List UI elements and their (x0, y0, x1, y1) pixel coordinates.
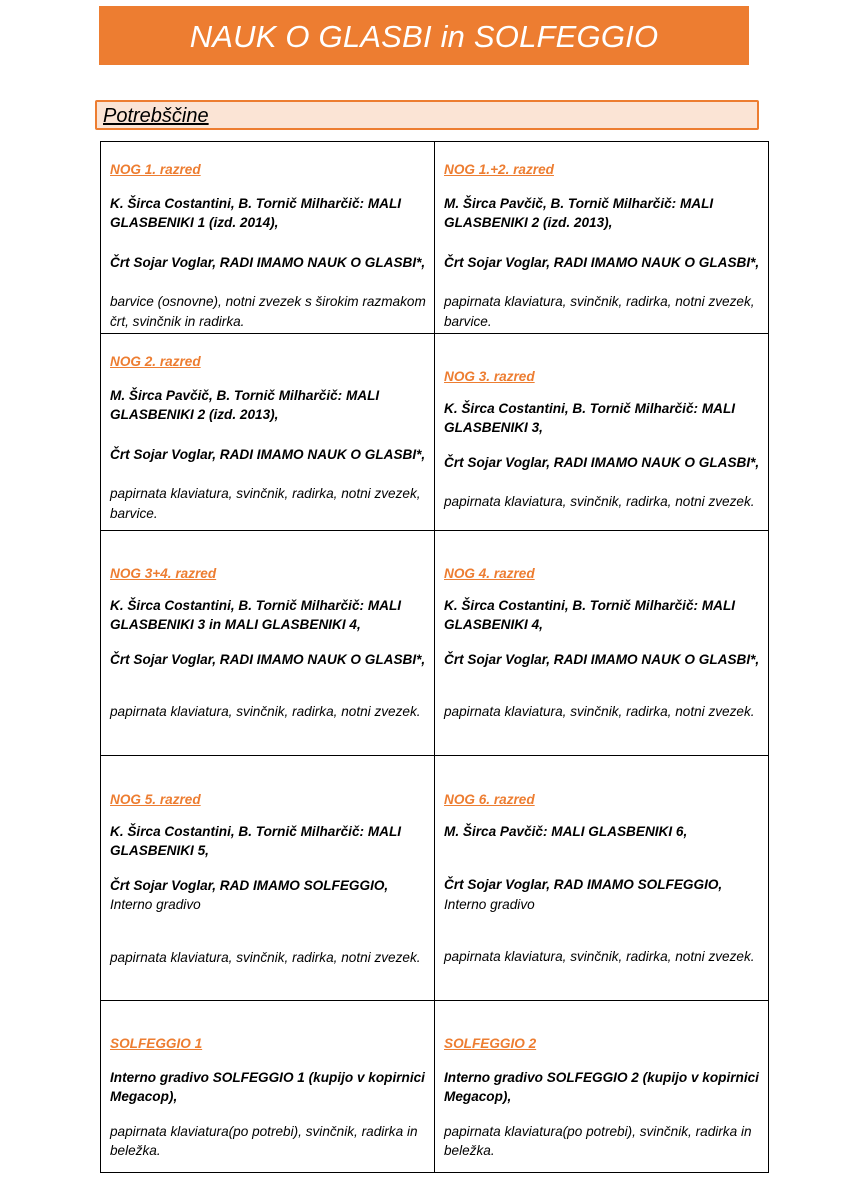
cell-extra: Interno gradivo (444, 896, 535, 912)
cell-heading: NOG 3+4. razred (110, 566, 217, 581)
cell-heading: NOG 6. razred (444, 792, 535, 807)
table-row (101, 334, 769, 531)
table-cell (435, 756, 769, 1001)
table-cell (101, 531, 435, 756)
cell-supplies: papirnata klaviatura(po potrebi), svinčnik, radirka in beležka. (444, 1123, 752, 1158)
section-header (95, 100, 759, 130)
cell-book: Črt Sojar Voglar, RADI IMAMO NAUK O GLASBI*, (110, 254, 426, 270)
table-row (101, 531, 769, 756)
table-row (101, 142, 769, 334)
cell-book: Črt Sojar Voglar, RADI IMAMO NAUK O GLASBI*, (110, 446, 426, 462)
cell-supplies: papirnata klaviatura(po potrebi), svinčnik, radirka in beležka. (110, 1123, 418, 1158)
page-title: NAUK O GLASBI in SOLFEGGIO (99, 6, 749, 65)
cell-book: Interno gradivo SOLFEGGIO 2 (kupijo v kopirnici Megacop), (444, 1069, 759, 1104)
cell-book: Črt Sojar Voglar, RADI IMAMO NAUK O GLASBI*, (444, 651, 760, 667)
table-cell (435, 142, 769, 334)
cell-book: Črt Sojar Voglar, RAD IMAMO SOLFEGGIO, (444, 877, 723, 892)
cell-heading: NOG 4. razred (444, 566, 535, 581)
cell-heading: NOG 5. razred (110, 792, 201, 807)
cell-supplies: papirnata klaviatura, svinčnik, radirka, notni zvezek. (444, 949, 755, 964)
cell-supplies: papirnata klaviatura, svinčnik, radirka, notni zvezek. (444, 494, 755, 509)
table-cell (101, 334, 435, 531)
table-cell (435, 531, 769, 756)
cell-supplies: papirnata klaviatura, svinčnik, radirka, notni zvezek. (444, 704, 755, 719)
table-cell (101, 1001, 435, 1173)
supplies-table (100, 141, 769, 1173)
cell-heading: NOG 3. razred (444, 369, 535, 384)
cell-extra: Interno gradivo (110, 897, 201, 912)
table-row (101, 1001, 769, 1173)
cell-heading: SOLFEGGIO 2 (444, 1036, 537, 1051)
cell-book: Črt Sojar Voglar, RADI IMAMO NAUK O GLASBI*, (444, 254, 760, 270)
cell-book: K. Širca Costantini, B. Tornič Milharčič: MALI GLASBENIKI 3, (444, 400, 736, 435)
table-cell (101, 756, 435, 1001)
cell-book: Interno gradivo SOLFEGGIO 1 (kupijo v kopirnici Megacop), (110, 1069, 425, 1104)
cell-book: K. Širca Costantini, B. Tornič Milharčič: MALI GLASBENIKI 5, (110, 823, 402, 858)
cell-book: Črt Sojar Voglar, RADI IMAMO NAUK O GLASBI*, (110, 651, 426, 667)
cell-supplies: papirnata klaviatura, svinčnik, radirka, notni zvezek, barvice. (444, 294, 755, 329)
cell-book: M. Širca Pavčič, B. Tornič Milharčič: MALI GLASBENIKI 2 (izd. 2013), (110, 387, 380, 422)
cell-supplies: barvice (osnovne), notni zvezek s širokim razmakom črt, svinčnik in radirka. (110, 294, 426, 329)
table-cell (435, 334, 769, 531)
cell-book: M. Širca Pavčič: MALI GLASBENIKI 6, (444, 823, 688, 839)
cell-book: Črt Sojar Voglar, RAD IMAMO SOLFEGGIO, (110, 877, 389, 893)
cell-book: K. Širca Costantini, B. Tornič Milharčič: MALI GLASBENIKI 3 in MALI GLASBENIKI 4, (110, 597, 402, 632)
cell-book: K. Širca Costantini, B. Tornič Milharčič: MALI GLASBENIKI 4, (444, 597, 736, 632)
cell-supplies: papirnata klaviatura, svinčnik, radirka, notni zvezek. (110, 949, 421, 965)
cell-book: K. Širca Costantini, B. Tornič Milharčič: MALI GLASBENIKI 1 (izd. 2014), (110, 195, 402, 230)
cell-heading: NOG 2. razred (110, 354, 201, 369)
section-title: Potrebščine (103, 105, 209, 127)
cell-heading: NOG 1. razred (110, 162, 201, 177)
table-cell (435, 1001, 769, 1173)
cell-heading: SOLFEGGIO 1 (110, 1036, 203, 1051)
table-row (101, 756, 769, 1001)
table-cell (101, 142, 435, 334)
cell-book: Črt Sojar Voglar, RADI IMAMO NAUK O GLASBI*, (444, 454, 760, 470)
cell-supplies: papirnata klaviatura, svinčnik, radirka, notni zvezek. (110, 704, 421, 719)
cell-supplies: papirnata klaviatura, svinčnik, radirka, notni zvezek, barvice. (110, 486, 421, 521)
cell-book: M. Širca Pavčič, B. Tornič Milharčič: MALI GLASBENIKI 2 (izd. 2013), (444, 195, 714, 230)
cell-heading: NOG 1.+2. razred (444, 162, 554, 177)
